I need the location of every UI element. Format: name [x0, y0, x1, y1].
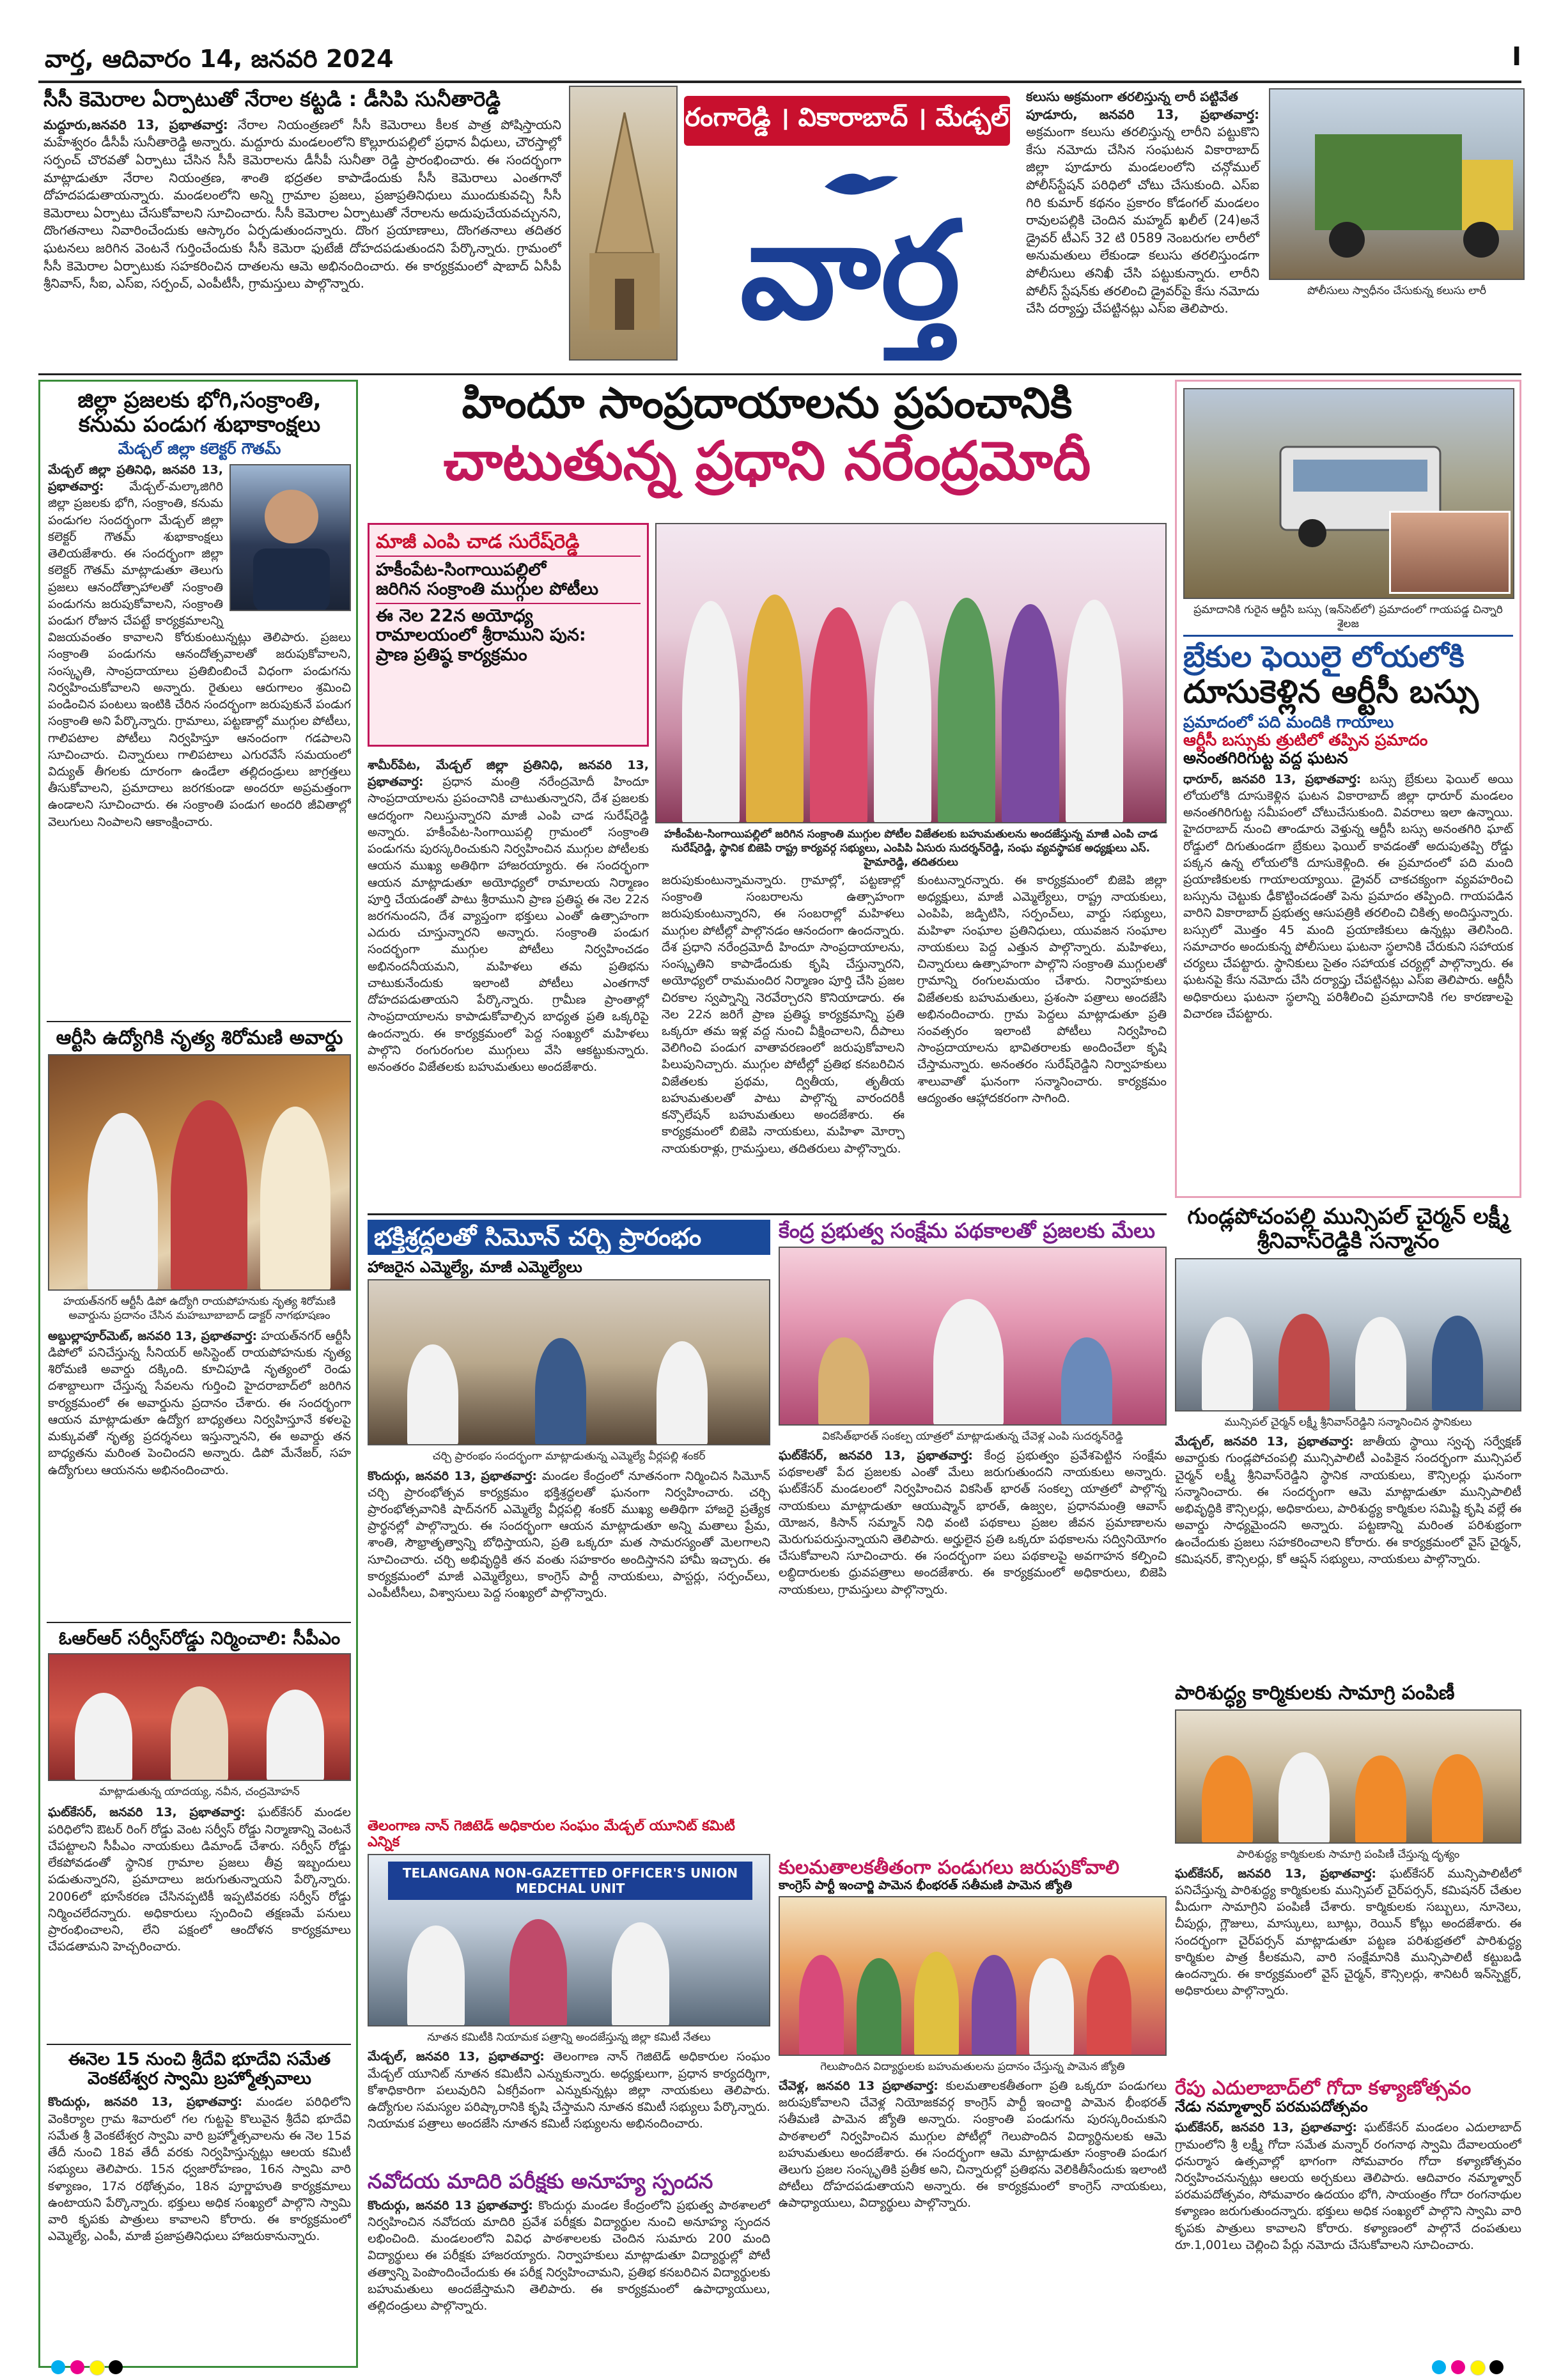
story-lorry — [1026, 88, 1525, 369]
sanitation-photo-caption: పారిశుద్ధ్య కార్మికులకు సామాగ్రి పంపిణీ చేస్తున్న దృశ్యం — [1236, 1847, 1460, 1861]
bus-body — [1183, 771, 1513, 1022]
lorry-photo — [1269, 88, 1525, 280]
left-rule-2 — [47, 1622, 351, 1623]
central-photo-caption: వికసిత్‌భారత్ సంకల్ప యాత్రలో మాట్లాడుతున్న చేవెళ్ల ఎంపి సుదర్శన్‌రెడ్డి — [822, 1429, 1123, 1443]
orr-body — [48, 1804, 351, 1955]
temple-gopuram-icon — [570, 87, 678, 361]
person-figure — [535, 1338, 586, 1445]
lorry-headline-part: కలుసు అక్రమంగా తరలిస్తున్న లారీ పట్టివేత — [1026, 89, 1238, 104]
registration-dot — [89, 2360, 105, 2376]
bus-sub3: అనంతగిరిగుట్ట వద్ద ఘటన — [1183, 748, 1348, 767]
lead-headline-line1: హిందూ సాంప్రదాయాలను ప్రపంచానికి — [462, 380, 1073, 428]
cctv-dateline: మద్దూరు,జనవరి 13, ప్రభాతవార్త: — [43, 116, 228, 132]
lead-kicker-box — [368, 523, 649, 747]
lead-body-col2: జరుపుకుంటున్నామన్నారు. గ్రామాల్లో, పట్టణాల్లో సంక్రాంతి సంబరాలను ఉత్సాహంగా జరుపుకుంటున్నారని, ఈ సంబరాల్లో మహిళలు ముగ్గుల పోటీల్లో పాల్గొనడం ఆనందంగా ఉందన్నారు. దేశ ప్రధాని నరేంద్రమోదీ హిందూ సాంప్రదాయాలను, సంస్కృతిని కాపాడేందుకు కృషి చేస్తున్నారని, అయోధ్యలో రామమందిర నిర్మాణం పూర్తి చేసి ప్రజల చిరకాల స్వప్నాన్ని నెరవేర్చారని కొనియాడారు. ఈ నెల 22న జరిగే ప్రాణ ప్రతిష్ఠ కార్యక్రమాన్ని ప్రతి ఒక్కరూ తమ ఇళ్ల వద్ద నుంచి వీక్షించాలని, దీపాలు వెలిగించి పండుగ వాతావరణంలో జరుపుకోవాలని పిలుపునిచ్చారు. ముగ్గుల పోటీల్లో ప్రతిభ కనబరిచిన విజేతలకు ప్రథమ, ద్వితీయ, తృతీయ బహుమతులతో పాటు పాల్గొన్న వారందరికీ కన్సొలేషన్ బహుమతులు అందజేశారు. ఈ కార్యక్రమంలో బిజెపి నాయకులు, మహిళా మోర్చా నాయకురాళ్లు, గ్రామస్తులు, తదితరులు పాల్గొన్నారు. — [662, 873, 905, 1156]
page-number: I — [1512, 42, 1521, 72]
goda-body — [1175, 2119, 1521, 2253]
goda-dateline: ఘట్‌కేసర్, జనవరి 13, ప్రభాతవార్త: — [1175, 2120, 1357, 2135]
festivals-text: కులమతాలకతీతంగా ప్రతి ఒక్కరూ పండుగలు జరుపుకోవాలని చేవెళ్ల నియోజకవర్గ కాంగ్రెస్ పార్టీ ఇంచార్జి పామెన భీంభరత్ సతీమణి పామెన జ్యోతి అన్నారు. సంక్రాంతి పండుగను పురస్కరించుకుని పాఠశాలలో నిర్వహించిన ముగ్గుల పోటీల్లో గెలుపొందిన విద్యార్థినులకు ఆమె బహుమతులు అందజేశారు. ఈ సందర్భంగా ఆమె మాట్లాడుతూ సంక్రాంతి పండుగ తెలుగు ప్రజల సంస్కృతికి ప్రతీక అని, చిన్నారుల్లో ప్రతిభను వెలికితీసేందుకు ఇలాంటి పోటీలు దోహదపడుతాయని అన్నారు. ఈ కార్యక్రమంలో కాంగ్రెస్ నాయకులు, ఉపాధ్యాయులు, విద్యార్థులు పాల్గొన్నారు. — [779, 2078, 1167, 2211]
story-festivals — [779, 1857, 1167, 2368]
portrait-icon — [231, 465, 351, 611]
person-figure — [1029, 1958, 1074, 2056]
collector-portrait — [229, 464, 351, 611]
person-figure — [260, 1107, 330, 1291]
navodaya-headline: నవోదయ మాదిరి పరీక్షకు అనూహ్య స్పందన — [368, 2170, 713, 2193]
collector-subhead: మేడ్చల్ జిల్లా కలెక్టర్ గౌతమ్ — [118, 440, 281, 458]
person-figure — [88, 1113, 158, 1291]
story-navodaya — [368, 2170, 770, 2368]
top-rule — [38, 81, 1521, 83]
person-figure — [682, 601, 740, 823]
cctv-headline: సీసీ కెమెరాల ఏర్పాటుతో నేరాల కట్టడి : డీసిపి సునీతారెడ్డి — [43, 88, 501, 111]
story-cctv — [43, 88, 561, 369]
venkateswara-dateline: కొందుర్గు, జనవరి 13, ప్రభాతవార్త: — [48, 2095, 243, 2110]
lead-kicker-name: మాజీ ఎంపి చాడ సురేష్‌రెడ్డి — [376, 531, 641, 557]
logo-text: వార్త — [740, 192, 961, 349]
municipal-photo — [1175, 1258, 1521, 1412]
venkateswara-text: మండల పరిధిలోని వెంకిర్యాల గ్రామ శివారులో గల గుట్టపై కొలువైన శ్రీదేవి భూదేవి సమేత శ్రీ వెంకటేశ్వర స్వామి వారి బ్రహ్మోత్సవాలను ఈ నెల 15వ తేదీ నుంచి 18వ తేదీ వరకు నిర్వహిస్తున్నట్లు ఆలయ కమిటీ సభ్యులు తెలిపారు. 15న ధ్వజారోహణం, 16న స్వామి వారి కళ్యాణం, 17న రథోత్సవం, 18న పూర్ణాహుతి కార్యక్రమాలు ఉంటాయని పేర్కొన్నారు. భక్తులు అధిక సంఖ్యలో పాల్గొని స్వామి వారి కృపకు పాత్రులు కావాలని కోరారు. ఈ కార్యక్రమంలో ఎమ్మెల్యే, ఎంపీ, మాజీ ప్రజాప్రతినిధులు హాజరుకానున్నారు. — [48, 2095, 351, 2244]
collector-headline: జిల్లా ప్రజలకు భోగి,సంక్రాంతి, కనుమ పండుగ శుభాకాంక్షలు — [77, 388, 322, 438]
municipal-dateline: మేడ్చల్, జనవరి 13, ప్రభాతవార్త: — [1175, 1435, 1354, 1449]
simeon-dateline: కొందుర్గు, జనవరి 13, ప్రభాతవార్త: — [368, 1468, 537, 1483]
person-figure — [1278, 1752, 1330, 1844]
person-figure — [1002, 604, 1059, 823]
person-figure — [1087, 1955, 1131, 2056]
registration-dot — [109, 2360, 123, 2374]
orr-dateline: ఘట్‌కేసర్, జనవరి 13, ప్రభాతవార్త: — [48, 1805, 245, 1820]
central-dateline: ఘట్‌కేసర్, జనవరి 13, ప్రభాతవార్త: — [779, 1448, 973, 1463]
dance-headline: ఆర్టీసి ఉద్యోగికి నృత్య శిరోమణి అవార్డు — [56, 1027, 343, 1049]
festivals-headline: కులమతాలకతీతంగా పండుగలు జరుపుకోవాలి — [779, 1857, 1120, 1879]
person-figure — [1432, 1754, 1483, 1844]
orr-text: ఘట్‌కేసర్ మండల పరిధిలోని ఔటర్ రింగ్ రోడ్డు వెంట సర్వీస్ రోడ్డు నిర్మాణాన్ని వెంటనే చేపట్టాలని సీపీఎం నాయకులు డిమాండ్ చేశారు. సర్వీస్ రోడ్డు లేకపోవడంతో స్థానిక గ్రామాల ప్రజలు తీవ్ర ఇబ్బందులు పడుతున్నారని, ప్రమాదాలు జరుగుతున్నాయని పేర్కొన్నారు. 2006లో భూసేకరణ చేసినప్పటికీ ఇప్పటివరకు సర్వీస్ రోడ్డు నిర్మించలేదన్నారు. అధికారులు స్పందించి తక్షణమే పనులు ప్రారంభించాలని, లేని పక్షంలో ఆందోళన కార్యక్రమాలు చేపడతామని హెచ్చరించారు. — [48, 1805, 351, 1954]
municipal-body — [1175, 1433, 1521, 1567]
masthead-logo — [690, 156, 1010, 361]
story-sanitation — [1175, 1683, 1521, 2073]
registration-dot — [1489, 2360, 1503, 2374]
person-figure — [746, 595, 804, 823]
church-photo — [368, 1279, 770, 1445]
person-figure — [972, 1955, 1016, 2056]
lorry-text: అక్రమంగా కలుసు తరలిస్తున్న లారీని పట్టుకొని కేసు నమోదు చేసిన సంఘటన వికారాబాద్ జిల్లా పూడూరు మండలంలోని చన్గోముల్ పోలీస్‌స్టేషన్ పరిధిలో చోటు చేసుకుంది. ఎస్‌ఐ గిరి కుమార్ కథనం ప్రకారం కోడంగల్ మండలం రావులపల్లికి చెందిన మహ్మద్ ఖలీల్ (24)అనే డ్రైవర్ టీఎస్ 32 టి 0589 నెంబరుగల లారీలో అనుమతులు లేకుండా కలుసు తరలిస్తుండగా పోలీసులు తనిఖీ చేసి పట్టుకున్నారు. లారీని పోలీస్ స్టేషన్‌కు తరలించి డ్రైవర్‌పై కేసు నమోదు చేసి దర్యాప్తు చేపట్టినట్లు ఎస్ఐ తెలిపారు. — [1026, 124, 1259, 316]
story-tngo — [368, 1819, 770, 2164]
bus-dateline: ధారూర్, జనవరి 13, ప్రభాతవార్త: — [1183, 772, 1362, 786]
person-figure — [799, 1955, 844, 2056]
dance-text: హయత్‌నగర్ ఆర్టీసీ డిపోలో పనిచేస్తున్న సీనియర్ అసిస్టెంట్ రాయపోహనుకు నృత్య శిరోమణి అవార్డు దక్కింది. కూచిపూడి నృత్యంలో రెండు దశాబ్దాలుగా చేస్తున్న సేవలను గుర్తించి హైదరాబాద్‌లో జరిగిన కార్యక్రమంలో ఈ అవార్డును ప్రదానం చేశారు. ఈ సందర్భంగా ఆయన మాట్లాడుతూ ఉద్యోగ బాధ్యతలు నిర్వహిస్తూనే కళలపై మక్కువతో నృత్య ప్రదర్శనలు ఇస్తున్నానని, ఈ అవార్డు తన బాధ్యతను మరింత పెంచిందని అన్నారు. డిపో మేనేజర్, సహ ఉద్యోగులు ఆయనను అభినందించారు. — [48, 1328, 351, 1477]
festivals-subhead: కాంగ్రెస్ పార్టీ ఇంచార్జి పామెన భీంభరత్ సతీమణి పామెన జ్యోతి — [779, 1878, 1073, 1892]
person-figure — [874, 601, 931, 823]
festivals-dateline: చేవెళ్ల, జనవరి 13 ప్రభాతవార్త: — [779, 2078, 938, 2093]
person-figure — [171, 1100, 247, 1291]
person-figure — [407, 1925, 465, 2026]
simeon-headline: భక్తిశ్రద్ధలతో సిమెూన్ చర్చి ప్రారంభం — [368, 1220, 770, 1255]
central-body — [779, 1447, 1167, 1598]
person-figure — [914, 1952, 959, 2056]
injured-girl-inset — [1389, 511, 1511, 594]
bus-sub2: ఆర్టీసీ బస్సుకు త్రుటిలో తప్పిన ప్రమాదం — [1183, 730, 1428, 749]
story-central-schemes — [779, 1220, 1167, 1853]
lorry-icon — [1270, 89, 1525, 280]
sanitation-dateline: ఘట్‌కేసర్, జనవరి 13, ప్రభాతవార్త: — [1175, 1866, 1376, 1881]
lead-kicker-line: రామాలయంలో శ్రీరాముని పున: — [376, 625, 586, 646]
bus-sub1: ప్రమాదంలో పది మందికి గాయాలు — [1183, 712, 1394, 731]
central-headline: కేంద్ర ప్రభుత్వ సంక్షేమ పథకాలతో ప్రజలకు మేలు — [779, 1220, 1155, 1243]
festivals-photo-caption: గెలుపొందిన విద్యార్థులకు బహుమతులను ప్రదానం చేస్తున్న పామెన జ్యోతి — [820, 2060, 1125, 2073]
person-figure — [1202, 1755, 1253, 1844]
lead-headline-line2: చాటుతున్న ప్రధాని నరేంద్రమోదీ — [443, 429, 1091, 492]
person-figure — [1278, 1314, 1330, 1412]
collector-text: మేడ్చల్-మల్కాజిగిరి జిల్లా ప్రజలకు భోగి, సంక్రాంతి, కనుమ పండుగల సందర్భంగా మేడ్చల్ జిల్లా కలెక్టర్ గౌతమ్ శుభాకాంక్షలు తెలియజేశారు. ఈ సందర్భంగా జిల్లా కలెక్టర్ గౌతమ్ మాట్లాడుతూ తెలుగు ప్రజలు ఆనందోత్సాహాలతో సంక్రాంతి పండుగను జరుపుకోవాలని, సంక్రాంతి పండుగ రోజున చేపట్టే కార్యక్రమాలన్ని విజయవంతం కావాలని కోరుకుంటున్నట్లు తెలిపారు. ప్రజలు సంక్రాంతి పండుగను ఆనందోత్సవాలతో జరుపుకోవాలని, సంస్కృతి, సాంప్రదాయాలు ప్రతిబింబించే విధంగా పండుగను నిర్వహించుకోవాలని అన్నారు. రైతులు ఆరుగాలం శ్రమించి పండించిన పంటలు ఇంటికి చేరిన సందర్భంగా జరుపుకునే పండుగ సంక్రాంతి అని పేర్కొన్నారు. గ్రామాలు, పట్టణాల్లో ముగ్గుల పోటీలు, గాలిపటాల పోటీలు నిర్వహిస్తూ ఆనందంగా గడపాలని సూచించారు. చిన్నారులు గాలిపటాలు ఎగురవేసే సమయంలో విద్యుత్ తీగలకు దూరంగా ఉండేలా తల్లిదండ్రులు జాగ్రత్తలు తీసుకోవాలని, ప్రమాదాలు జరగకుండా అందరూ అప్రమత్తంగా ఉండాలని సూచించారు. ఈ సంక్రాంతి పండుగ అందరి జీవితాల్లో వెలుగులు నింపాలని ఆకాంక్షించారు. — [48, 479, 351, 829]
person-figure — [407, 1344, 458, 1445]
bus-accident-photo — [1183, 388, 1514, 599]
goda-headline: రేపు ఎదులాబాద్‌లో గోదా కళ్యాణోత్సవం — [1175, 2078, 1472, 2099]
lorry-body — [1026, 88, 1259, 369]
cctv-text: నేరాల నియంత్రణలో సీసీ కెమెరాలు కీలక పాత్ర పోషిస్తాయని మహేశ్వరం డీసీపీ సునీతారెడ్డి అన్నారు. మద్దూరు మండలంలోని కొల్లూరుపల్లిలో ప్రధాన వీధులు, చౌరస్తాల్లో సర్పంచ్ చొరవతో ఏర్పాటు చేసిన సీసీ కెమెరాలను డీసీపీ సునీతా రెడ్డి ప్రారంభించారు. ఈ సందర్భంగా మాట్లాడుతూ నేరాల నియంత్రణ, శాంతి భద్రతల కాపాడేందుకు సీసీ కెమెరాలు ఎంతగానో దోహదపడుతాయన్నారు. మండలంలోని అన్ని గ్రామాల ప్రజలు, ప్రజాప్రతినిధులు ముందుకువచ్చి సీసీ కెమెరాలు ఏర్పాటు చేసుకోవాలని సూచించారు. సీసీ కెమెరాల ఏర్పాటుతో నేరాలను అదుపుచేయవచ్చునని, దొంగతనాలు నివారించేందుకు ఆస్కారం ఏర్పడుతుందన్నారు. దొంగ ప్రయాణాలు, దొంగతనాలు తదితర ఘటనలు జరిగిన వెంటనే గుర్తించేందుకు సీసీ కెమెరా ఫుటేజీ దోహదపడుతుందని పేర్కొన్నారు. గ్రామంలో సీసీ కెమెరాల ఏర్పాటుకు సహకరించిన దాతలను ఆమె అభినందించారు. ఈ కార్యక్రమంలో షాబాద్ ఏసీపీ శ్రీనివాస్, సీఐ, ఎస్ఐ, సర్పంచ్, ఎంపీటీసీ, గ్రామస్తులు పాల్గొన్నారు. — [43, 116, 561, 292]
bus-text: బస్సు బ్రేకులు ఫెయిల్ అయి లోయలోకి దూసుకెళ్లిన ఘటన వికారాబాద్ జిల్లా ధారూర్ మండలం అనంతగిరిగుట్ట సమీపంలో చోటుచేసుకుంది. వివరాలు ఇలా ఉన్నాయి. హైదరాబాద్ నుంచి తాండూరు వెళ్తున్న ఆర్టీసీ బస్సు అనంతగిరి ఘాట్ రోడ్డులో దిగుతుండగా బ్రేకులు ఫెయిల్ కావడంతో అదుపుతప్పి రోడ్డు పక్కన ఉన్న లోయలోకి దూసుకెళ్లింది. ఈ ప్రమాదంలో పది మంది ప్రయాణికులకు గాయాలయ్యాయి. డ్రైవర్ చాకచక్యంగా వ్యవహరించి బస్సును చెట్టుకు ఢీకొట్టించడంతో పెను ప్రమాదం తప్పింది. గాయపడిన వారిని వికారాబాద్ ప్రభుత్వ ఆసుపత్రికి తరలించి చికిత్స అందిస్తున్నారు. బస్సులో మొత్తం 45 మంది ప్రయాణికులు ఉన్నట్లు తెలిసింది. సమాచారం అందుకున్న పోలీసులు ఘటనా స్థలానికి చేరుకుని సహాయక చర్యలు చేపట్టారు. స్థానికులు సైతం సహాయక చర్యల్లో పాల్గొన్నారు. ఈ ఘటనపై కేసు నమోదు చేసి దర్యాప్తు చేపట్టినట్లు ఎస్ఐ తెలిపారు. ఆర్టీసీ అధికారులు ఘటనా స్థలాన్ని పరిశీలించి ప్రమాదానికి గల కారణాలపై విచారణ చేపట్టారు. — [1183, 772, 1513, 1021]
goda-subhead: నేడు నమ్మాళ్వార్ పరమపదోత్సవం — [1175, 2098, 1368, 2115]
registration-dot — [70, 2360, 84, 2374]
orr-headline: ఓఆర్ఆర్ సర్వీస్‌రోడ్డు నిర్మించాలి: సీపీఎం — [58, 1628, 341, 1649]
dove-icon — [818, 161, 901, 206]
person-figure — [171, 1686, 228, 1781]
person-figure — [75, 1693, 132, 1781]
tngo-banner — [388, 1862, 752, 1900]
lead-kicker-line: ప్రాణ ప్రతిష్ఠ కార్యక్రమం — [376, 644, 527, 665]
story-venkateswara — [48, 2050, 351, 2363]
simeon-text: మండల కేంద్రంలో నూతనంగా నిర్మించిన సిమెూన్ చర్చి ప్రారంభోత్సవ కార్యక్రమం భక్తిశ్రద్ధలతో ఘనంగా నిర్వహించారు. చర్చి ప్రారంభోత్సవానికి షాద్‌నగర్ ఎమ్మెల్యే వీర్లపల్లి శంకర్ ముఖ్య అతిథిగా హాజరై ప్రత్యేక ప్రార్థనల్లో పాల్గొన్నారు. ఈ సందర్భంగా ఆయన మాట్లాడుతూ అన్ని మతాలు ప్రేమ, శాంతి, సౌభ్రాతృత్వాన్ని బోధిస్తాయని, ప్రతి ఒక్కరూ మత సామరస్యంతో మెలగాలని సూచించారు. చర్చి అభివృద్ధికి తన వంతు సహకారం అందిస్తానని హామీ ఇచ్చారు. ఈ కార్యక్రమంలో మాజీ ఎమ్మెల్యేలు, కాంగ్రెస్ పార్టీ నాయకులు, పాస్టర్లు, సర్పంచ్‌లు, ఎంపీటీసీలు, విశ్వాసులు పెద్ద సంఖ్యలో పాల్గొన్నారు. — [368, 1468, 770, 1601]
story-simeon — [368, 1220, 770, 1814]
navodaya-text: కొందుర్గు మండల కేంద్రంలోని ప్రభుత్వ పాఠశాలలో నిర్వహించిన నవోదయ మాదిరి ప్రవేశ పరీక్షకు విద్యార్థుల నుంచి అనూహ్య స్పందన లభించింది. మండలంలోని వివిధ పాఠశాలలకు చెందిన సుమారు 200 మంది విద్యార్థులు ఈ పరీక్షకు హాజరయ్యారు. నిర్వాహకులు మాట్లాడుతూ విద్యార్థుల్లో పోటీ తత్వాన్ని పెంపొందించేందుకు ఈ పరీక్ష నిర్వహించామని, ప్రతిభ కనబరిచిన విద్యార్థులకు బహుమతులు అందజేస్తామని తెలిపారు. ఈ కార్యక్రమంలో ఉపాధ్యాయులు, తల్లిదండ్రులు పాల్గొన్నారు. — [368, 2198, 770, 2314]
story-collector — [48, 388, 351, 1015]
person-figure — [1061, 1337, 1112, 1426]
cctv-body — [43, 116, 561, 293]
person-figure — [1355, 1755, 1406, 1844]
lead-photo-caption: హకీంపేట-సింగాయిపల్లిలో జరిగిన సంక్రాంతి ముగ్గుల పోటీల విజేతలకు బహుమతులను అందజేస్తున్న మాజీ ఎంపి చాడ సురేష్‌రెడ్డి, స్థానిక బిజెపి రాష్ట్ర కార్యవర్గ సభ్యులు, ఎంపిపి ఏసురు సుదర్శన్‌రెడ్డి, సంఘ వ్యవస్థాపక అధ్యక్షులు ఎస్. హైమారెడ్డి, తదితరులు — [664, 828, 1158, 869]
tngo-photo-caption: నూతన కమిటీకి నియామక పత్రాన్ని అందజేస్తున్న జిల్లా కమిటీ నేతలు — [427, 2031, 711, 2044]
story-municipal — [1175, 1204, 1521, 1677]
registration-dot — [1451, 2360, 1465, 2374]
venkateswara-body — [48, 2094, 351, 2244]
navodaya-dateline: కొందుర్గు, జనవరి 13 ప్రభాతవార్త: — [368, 2198, 533, 2213]
page-date-line: వార్త, ఆదివారం 14, జనవరి 2024 — [45, 45, 394, 73]
day-date: ఆదివారం 14, జనవరి 2024 — [102, 45, 394, 73]
central-photo — [779, 1247, 1167, 1426]
simeon-subhead: హాజరైన ఎమ్మెల్యే, మాజీ ఎమ్మెల్యేలు — [368, 1257, 582, 1276]
lead-body-col1 — [368, 757, 649, 1204]
navodaya-body — [368, 2197, 770, 2315]
masthead-short: వార్త — [45, 45, 85, 73]
municipal-text: జాతీయ స్థాయి స్వచ్ఛ సర్వేక్షణ్ అవార్డుకు గుండ్లపోచంపల్లి మున్సిపాలిటీ ఎంపికైన సందర్భంగా మున్సిపల్ చైర్మన్ లక్ష్మీ శ్రీనివాస్‌రెడ్డిని స్థానిక నాయకులు, కౌన్సిలర్లు ఘనంగా సన్మానించారు. ఈ సందర్భంగా ఆమె మాట్లాడుతూ మున్సిపాలిటీ అభివృద్ధికి కౌన్సిలర్లు, అధికారులు, పారిశుద్ధ్య కార్మికుల సమిష్టి కృషి వల్లే ఈ అవార్డు సాధ్యమైందని అన్నారు. పట్టణాన్ని మరింత పరిశుభ్రంగా ఉంచేందుకు ప్రజలు సహకరించాలని కోరారు. ఈ కార్యక్రమంలో వైస్ చైర్మన్, కమిషనర్, కౌన్సిలర్లు, కో ఆప్షన్ సభ్యులు, నాయకులు పాల్గొన్నారు. — [1175, 1435, 1521, 1566]
story-dance-award — [48, 1027, 351, 1615]
lead-text-col1: ప్రధాన మంత్రి నరేంద్రమోదీ హిందూ సాంప్రదాయాలను ప్రపంచానికి చాటుతున్నారని, దేశ ప్రజలకు ఆదర్శంగా నిలుస్తున్నారని మాజీ ఎంపి చాడ సురేష్‌రెడ్డి అన్నారు. హకీంపేట-సింగాయిపల్లి గ్రామంలో సంక్రాంతి పండుగను పురస్కరించుకుని నిర్వహించిన ముగ్గుల పోటీలకు ఆయన ముఖ్య అతిథిగా హాజరయ్యారు. ఈ సందర్భంగా ఆయన మాట్లాడుతూ అయోధ్యలో రామాలయ నిర్మాణం పూర్తి చేయడంతో పాటు శ్రీరాముని ప్రాణ ప్రతిష్ఠ ఈ నెల 22న జరగనుందని, దేశ వ్యాప్తంగా భక్తులు ఎంతో ఉత్సాహంగా ఎదురు చూస్తున్నారని అన్నారు. సంక్రాంతి పండుగ సందర్భంగా ముగ్గుల పోటీలు నిర్వహించడం అభినందనీయమని, మహిళలు తమ ప్రతిభను చాటుకునేందుకు ఇలాంటి పోటీలు ఎంతగానో దోహదపడుతాయని పేర్కొన్నారు. గ్రామీణ ప్రాంతాల్లో సాంప్రదాయాలను కాపాడుకోవాల్సిన బాధ్యత ప్రతి ఒక్కరిపై ఉందన్నారు. ఈ కార్యక్రమంలో పెద్ద సంఖ్యలో మహిళలు పాల్గొని రంగురంగుల ముగ్గులు వేసి ఆకట్టుకున్నారు. అనంతరం విజేతలకు బహుమతులు అందజేశారు. — [368, 775, 649, 1074]
dance-award-photo — [48, 1054, 351, 1291]
tngo-photo — [368, 1854, 770, 2026]
lead-bottom-rule — [368, 1213, 1167, 1215]
lorry-dateline: పూడూరు, జనవరి 13, ప్రభాతవార్త: — [1026, 106, 1259, 122]
left-rule-3 — [47, 2044, 351, 2045]
dance-body — [48, 1328, 351, 1479]
masthead — [569, 86, 1010, 367]
person-figure — [612, 1922, 669, 2026]
person-figure — [810, 607, 867, 823]
orr-photo-caption: మాట్లాడుతున్న యాదయ్య, నవీన, చంద్రమోహన్ — [99, 1785, 300, 1799]
person-figure — [933, 1299, 1004, 1426]
sanitation-photo — [1175, 1709, 1521, 1844]
tngo-headline: తెలంగాణ నాన్ గెజిటెడ్ అధికారుల సంఘం మేడ్చల్ యూనిట్ కమిటీ ఎన్నిక — [368, 1819, 735, 1850]
district-banner — [684, 96, 1010, 146]
temple-photo — [569, 86, 678, 361]
dance-dateline: అబ్దుల్లాపూర్‌మెట్, జనవరి 13, ప్రభాతవార్త: — [48, 1328, 258, 1343]
person-figure — [818, 1337, 869, 1426]
person-figure — [267, 1690, 324, 1781]
festivals-photo — [779, 1896, 1167, 2056]
lead-photo — [655, 523, 1167, 823]
story-orr-road — [48, 1628, 351, 2037]
left-rule-1 — [47, 1021, 351, 1022]
festivals-body — [779, 2078, 1167, 2212]
simeon-body — [368, 1468, 770, 1602]
district-banner-text: రంగారెడ్డి । వికారాబాద్ । మేడ్చల్ — [685, 103, 1009, 132]
person-figure — [509, 1919, 567, 2026]
municipal-headline: గుండ్లపోచంపల్లి మున్సిపల్ చైర్మన్ లక్ష్మీ శ్రీనివాస్‌రెడ్డికి సన్మానం — [1187, 1204, 1509, 1254]
registration-dot — [1470, 2360, 1486, 2376]
goda-text: ఘట్‌కేసర్ మండలం ఎదులాబాద్ గ్రామంలోని శ్రీ లక్ష్మీ గోదా సమేత మన్నార్ రంగనాథ స్వామి దేవాలయంలో ధనుర్మాస ఉత్సవాల్లో భాగంగా సోమవారం గోదా కళ్యాణోత్సవం నిర్వహించనున్నట్లు ఆలయ అర్చకులు తెలిపారు. ఆదివారం నమ్మాళ్వార్ పరమపదోత్సవం, సోమవారం ఉదయం భోగి, సాయంత్రం గోదా రంగనాథుల కళ్యాణం జరుగుతుందన్నారు. భక్తులు అధిక సంఖ్యలో పాల్గొని స్వామి వారి కృపకు పాత్రులు కావాలని కోరారు. కళ్యాణంలో పాల్గొనే దంపతులు రూ.1,001లు చెల్లించి పేర్లు నమోదు చేసుకోవాలని సూచించారు. — [1175, 2120, 1521, 2252]
tngo-body — [368, 2048, 770, 2132]
registration-dot — [51, 2360, 65, 2374]
municipal-photo-caption: మున్సిపల్ చైర్మన్ లక్ష్మీ శ్రీనివాస్‌రెడ్డిని సన్మానించిన స్థానికులు — [1224, 1416, 1472, 1429]
person-figure — [1432, 1316, 1483, 1412]
person-figure — [657, 1341, 708, 1445]
tngo-banner-text: TELANGANA NON-GAZETTED OFFICER'S UNION MEDCHAL UNIT — [402, 1865, 738, 1897]
person-figure — [1355, 1317, 1406, 1412]
lead-body-col3: కుంటున్నారన్నారు. ఈ కార్యక్రమంలో బిజెపి జిల్లా అధ్యక్షులు, మాజీ ఎమ్మెల్యేలు, రాష్ట్ర నాయకులు, ఎంపిపి, జడ్పిటిసి, సర్పంచ్‌లు, వార్డు సభ్యులు, మహిళా సంఘాల ప్రతినిధులు, యువజన సంఘాల నాయకులు పెద్ద ఎత్తున పాల్గొన్నారు. మహిళలు, చిన్నారులు ఉత్సాహంగా పాల్గొని సంక్రాంతి ముగ్గులతో గ్రామాన్ని రంగులమయం చేశారు. నిర్వాహకులు విజేతలకు బహుమతులు, ప్రశంసా పత్రాలు అందజేసి అభినందించారు. గ్రామ పెద్దలు మాట్లాడుతూ ప్రతి సంవత్సరం ఇలాంటి పోటీలు నిర్వహించి సాంప్రదాయాలను భావితరాలకు అందించేలా కృషి చేస్తామన్నారు. అనంతరం సురేష్‌రెడ్డిని నిర్వాహకులు శాలువాతో ఘనంగా సన్మానించారు. కార్యక్రమం ఆద్యంతం ఆహ్లాదకరంగా సాగింది. — [917, 873, 1167, 1105]
row1-rule — [38, 373, 1521, 375]
story-rtc-bus — [1175, 380, 1521, 1198]
venkateswara-headline: ఈనెల 15 నుంచి శ్రీదేవి భూదేవి సమేత వెంకటేశ్వర స్వామి బ్రహ్మోత్సవాలు — [68, 2050, 331, 2089]
orr-photo — [48, 1653, 351, 1781]
lead-kicker-line: జరిగిన సంక్రాంతి ముగ్గుల పోటీలు — [376, 579, 599, 599]
collector-dateline: మేడ్చల్ జిల్లా ప్రతినిధి, జనవరి 13, ప్రభాతవార్త: — [48, 463, 223, 494]
dance-photo-caption: హయత్‌నగర్ ఆర్టీసీ డిపో ఉద్యోగి రాయపోహనుకు నృత్య శిరోమణి అవార్డును ప్రదానం చేసిన మహబూబాబాద్ డాక్టర్ నాగభూషణం — [63, 1295, 336, 1322]
person-figure — [938, 598, 995, 823]
left-column — [38, 380, 358, 2368]
bus-headline-line1: బ్రేకుల ఫెయిలై లోయలోకి — [1183, 635, 1513, 674]
lorry-photo-caption: పోలీసులు స్వాధీనం చేసుకున్న కలుసు లారీ — [1307, 284, 1486, 297]
tngo-dateline: మేడ్చల్, జనవరి 13, ప్రభాతవార్త: — [368, 2049, 545, 2064]
story-lead — [368, 380, 1167, 1211]
person-figure — [857, 1958, 901, 2056]
sanitation-text: ఘట్‌కేసర్ మున్సిపాలిటీలో పనిచేస్తున్న పారిశుద్ధ్య కార్మికులకు మున్సిపల్ చైర్‌పర్సన్, కమిషనర్ చేతుల మీదుగా సామాగ్రిని పంపిణీ చేశారు. కార్మికులకు సబ్బులు, నూనెలు, చీపుర్లు, గ్లౌజులు, మాస్కులు, బూట్లు, రెయిన్ కోట్లు అందజేశారు. ఈ సందర్భంగా చైర్‌పర్సన్ మాట్లాడుతూ పట్టణ పరిశుభ్రతలో పారిశుద్ధ్య కార్మికుల పాత్ర కీలకమని, వారి సంక్షేమానికి మున్సిపాలిటీ కట్టుబడి ఉందన్నారు. ఈ కార్యక్రమంలో వైస్ చైర్మన్, కౌన్సిలర్లు, శానిటరీ ఇన్‌స్పెక్టర్, అధికారులు పాల్గొన్నారు. — [1175, 1866, 1521, 1998]
tngo-text: తెలంగాణ నాన్ గెజిటెడ్ అధికారుల సంఘం మేడ్చల్ యూనిట్ నూతన కమిటీని ఎన్నుకున్నారు. అధ్యక్షులుగా, ప్రధాన కార్యదర్శిగా, కోశాధికారిగా పలువురిని ఏకగ్రీవంగా ఎన్నుకున్నట్లు జిల్లా నాయకులు తెలిపారు. ఉద్యోగుల సమస్యల పరిష్కారానికి కృషి చేస్తామని నూతన కమిటీ సభ్యులు పేర్కొన్నారు. నియామక పత్రాలు అందజేసి నూతన కమిటీ సభ్యులను అభినందించారు. — [368, 2049, 770, 2131]
lead-kicker-line: హకీంపేట-సింగాయిపల్లిలో — [376, 559, 547, 580]
footer-color-bar — [38, 2358, 1521, 2377]
lead-kicker-line: ఈ నెల 22న అయోధ్య — [376, 603, 641, 626]
sanitation-body — [1175, 1865, 1521, 2000]
person-figure — [1202, 1317, 1253, 1412]
sanitation-headline: పారిశుద్ధ్య కార్మికులకు సామాగ్రి పంపిణీ — [1175, 1683, 1455, 1704]
registration-dot — [1432, 2360, 1446, 2374]
bus-photo-caption: ప్రమాదానికి గురైన ఆర్టీసి బస్సు (ఇన్‌సెట్‌లో) ప్రమాదంలో గాయపడ్డ చిన్నారి శైలజ — [1193, 603, 1503, 631]
central-text: కేంద్ర ప్రభుత్వం ప్రవేశపెట్టిన సంక్షేమ పథకాలతో పేద ప్రజలకు ఎంతో మేలు జరుగుతుందని నాయకులు అన్నారు. ఘట్‌కేసర్ మండలంలో నిర్వహించిన వికసిత్ భారత్ సంకల్ప యాత్రలో పాల్గొన్న నాయకులు మాట్లాడుతూ ఆయుష్మాన్ భారత్, ఉజ్వల, ప్రధానమంత్రి ఆవాస్ యోజన, కిసాన్ సమ్మాన్ నిధి వంటి పథకాలు ప్రజల జీవన ప్రమాణాలను మెరుగుపరుస్తున్నాయని తెలిపారు. అర్హులైన ప్రతి ఒక్కరూ పథకాలను సద్వినియోగం చేసుకోవాలని సూచించారు. ఈ సందర్భంగా పలు పథకాలపై అవగాహన కల్పించి లబ్ధిదారులకు ధ్రువపత్రాలు అందజేశారు. ఈ కార్యక్రమంలో అధికారులు, బిజెపి నాయకులు, గ్రామస్తులు పాల్గొన్నారు. — [779, 1448, 1167, 1597]
person-figure — [1066, 600, 1123, 823]
lead-dateline: శామీర్‌పేట, మేడ్చల్ జిల్లా ప్రతినిధి, జనవరి 13, ప్రభాతవార్త: — [368, 758, 649, 789]
bus-headline-line2: దూసుకెళ్లిన ఆర్టీసీ బస్సు — [1183, 673, 1479, 710]
story-goda — [1175, 2078, 1521, 2368]
church-photo-caption: చర్చి ప్రారంభం సందర్భంగా మాట్లాడుతున్న ఎమ్మెల్యే వీర్లపల్లి శంకర్ — [432, 1450, 706, 1463]
